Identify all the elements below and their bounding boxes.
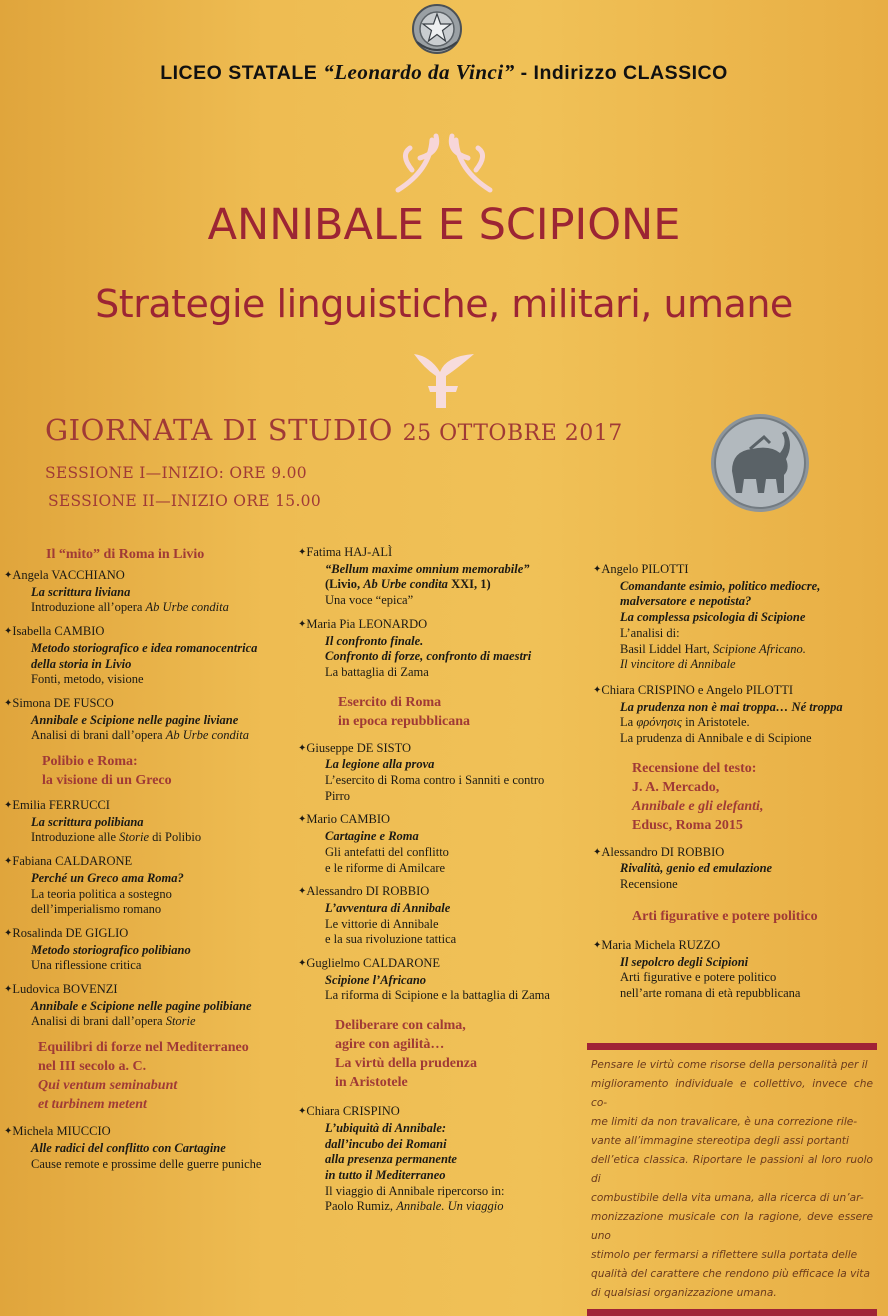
talk-description: La battaglia di Zama xyxy=(325,664,429,679)
section-heading: agire con agilità… xyxy=(335,1037,445,1053)
fleur-ornament-icon xyxy=(0,352,888,412)
talk-title: Comandante esimio, politico mediocre, xyxy=(620,578,821,593)
talk-title: Metodo storiografico e idea romanocentrica xyxy=(31,640,258,655)
section-heading: Il “mito” di Roma in Livio xyxy=(46,547,205,562)
talk-description: Gli antefatti del conflitto xyxy=(325,844,449,859)
section-heading: nel III secolo a. C. xyxy=(38,1059,147,1075)
talk-description: nell’arte romana di età repubblicana xyxy=(620,985,801,1000)
talk-title: La prudenza non è mai troppa… Né troppa xyxy=(620,699,843,714)
talk-description: Arti figurative e potere politico xyxy=(620,970,777,985)
talk-title: La legione alla prova xyxy=(325,757,435,772)
talk-title: Confronto di forze, confronto di maestri xyxy=(325,649,532,664)
quote-top-bar xyxy=(587,1043,877,1050)
talk-description: Pirro xyxy=(325,788,350,803)
talk-description: dell’imperialismo romano xyxy=(31,902,162,917)
talk-description: L’esercito di Roma contro i Sanniti e contro xyxy=(325,773,545,788)
talk-description: Le vittorie di Annibale xyxy=(325,916,439,931)
section-heading: Qui ventum seminabunt xyxy=(38,1078,178,1094)
speaker-name: ✦ Fatima HAJ-ALÌ xyxy=(298,545,583,562)
section-heading: Edusc, Roma 2015 xyxy=(632,817,743,833)
talk-title: malversatore e nepotista? xyxy=(620,594,752,609)
section-heading: Deliberare con calma, xyxy=(335,1018,466,1034)
speaker-name: ✦ Emilia FERRUCCI xyxy=(4,798,294,815)
talk-title: dall’incubo dei Romani xyxy=(325,1136,447,1151)
talk-title: Scipione l’Africano xyxy=(325,972,427,987)
section-heading: Polibio e Roma: xyxy=(42,754,138,770)
speaker-name: ✦ Maria Pia LEONARDO xyxy=(298,617,583,634)
speaker-name: ✦ Alessandro DI ROBBIO xyxy=(298,884,583,901)
section-heading: et turbinem metent xyxy=(38,1097,147,1113)
section-heading: Equilibri di forze nel Mediterraneo xyxy=(38,1040,249,1056)
program-column-1 xyxy=(4,545,294,1172)
talk-title: “Bellum maxime omnium memorabile” xyxy=(325,561,530,576)
talk-description: Introduzione alle Storie di Polibio xyxy=(31,830,202,845)
talk-title: Metodo storiografico polibiano xyxy=(31,942,191,957)
talk-title: Il sepolcro degli Scipioni xyxy=(620,954,749,969)
talk-description: La φρόνησις in Aristotele. xyxy=(620,715,750,730)
speaker-name: ✦ Mario CAMBIO xyxy=(298,812,583,829)
talk-description: Il vincitore di Annibale xyxy=(620,657,736,672)
program-column-3 xyxy=(593,562,883,1002)
speaker-name: ✦ Ludovica BOVENZI xyxy=(4,982,294,999)
speaker-name: ✦ Fabiana CALDARONE xyxy=(4,854,294,871)
speaker-name: ✦ Angela VACCHIANO xyxy=(4,568,294,585)
speaker-name: ✦ Rosalinda DE GIGLIO xyxy=(4,926,294,943)
program-column-2 xyxy=(298,545,583,1215)
talk-description: e le riforme di Amilcare xyxy=(325,860,446,875)
quote-bottom-bar xyxy=(587,1309,877,1316)
session-1: SESSIONE I—INIZIO: ORE 9.00 xyxy=(45,464,307,482)
talk-citation: (Livio, Ab Urbe condita XXI, 1) xyxy=(325,577,491,592)
speaker-name: ✦ Chiara CRISPINO e Angelo PILOTTI xyxy=(593,683,883,700)
section-heading: Annibale e gli elefanti, xyxy=(632,798,764,814)
floral-ornament-icon xyxy=(0,130,888,194)
speaker-name: ✦ Guglielmo CALDARONE xyxy=(298,956,583,973)
talk-description: Il viaggio di Annibale ripercorso in: xyxy=(325,1183,505,1198)
section-heading: la visione di un Greco xyxy=(42,773,172,789)
speaker-name: ✦ Michela MIUCCIO xyxy=(4,1124,294,1141)
section-heading: Recensione del testo: xyxy=(632,760,757,776)
talk-description: Introduzione all’opera Ab Urbe condita xyxy=(31,600,229,615)
subtitle: Strategie linguistiche, militari, umane xyxy=(95,282,793,326)
republic-emblem-icon xyxy=(411,2,463,56)
section-heading: in epoca repubblicana xyxy=(338,713,470,729)
talk-title: Cartagine e Roma xyxy=(325,829,419,844)
speaker-name: ✦ Maria Michela RUZZO xyxy=(593,938,883,955)
talk-title: Rivalità, genio ed emulazione xyxy=(620,861,773,876)
talk-title: della storia in Livio xyxy=(31,656,132,671)
talk-title: La scrittura liviana xyxy=(31,584,131,599)
talk-title: Il confronto finale. xyxy=(325,633,424,648)
talk-description: e la sua rivoluzione tattica xyxy=(325,932,457,947)
school-name: LICEO STATALE “Leonardo da Vinci” - Indirizzo CLASSICO xyxy=(160,60,728,84)
talk-description: Recensione xyxy=(620,877,678,892)
speaker-name: ✦ Angelo PILOTTI xyxy=(593,562,883,579)
talk-title: in tutto il Mediterraneo xyxy=(325,1167,446,1182)
talk-title: L’avventura di Annibale xyxy=(325,900,451,915)
talk-description: Analisi di brani dall’opera Ab Urbe condita xyxy=(31,728,250,743)
talk-description: Analisi di brani dall’opera Storie xyxy=(31,1014,196,1029)
talk-title: alla presenza permanente xyxy=(325,1152,457,1167)
speaker-name: ✦ Isabella CAMBIO xyxy=(4,624,294,641)
speaker-name: ✦ Chiara CRISPINO xyxy=(298,1104,583,1121)
speaker-name: ✦ Alessandro DI ROBBIO xyxy=(593,845,883,862)
talk-title: La scrittura polibiana xyxy=(31,814,144,829)
talk-description: Cause remote e prossime delle guerre puniche xyxy=(31,1156,262,1171)
talk-description: Una riflessione critica xyxy=(31,958,142,973)
talk-description: La prudenza di Annibale e di Scipione xyxy=(620,731,812,746)
talk-description: La teoria politica a sostegno xyxy=(31,886,172,901)
talk-description: Paolo Rumiz, Annibale. Un viaggio xyxy=(325,1199,504,1214)
talk-title: Annibale e Scipione nelle pagine polibiane xyxy=(31,998,252,1013)
session-2: SESSIONE II—INIZIO ORE 15.00 xyxy=(48,492,322,510)
talk-title: Annibale e Scipione nelle pagine liviane xyxy=(31,712,239,727)
talk-title: L’ubiquità di Annibale: xyxy=(325,1120,447,1135)
speaker-name: ✦ Giuseppe DE SISTO xyxy=(298,741,583,758)
quote-text: Pensare le virtù come risorse della personalità per il miglioramento individuale e collettivo, invece che co- me limiti da non travalicare, è una correzione rile- vante all’immagine stereotipa degli assi portanti dell’etica classica. Riportare le passioni al loro ruolo di combustibile della vita umana, alla ricerca di un’ar- monizzazione musicale con la ragione, deve essere uno stimolo per fermarsi a riflettere sulla portata delle qualità del carattere che rendono più efficace la vita di qualsiasi organizzazione umana. xyxy=(591,1059,873,1299)
carthaginian-coin-elephant-icon xyxy=(710,413,810,513)
section-heading: in Aristotele xyxy=(335,1075,408,1091)
section-heading: Arti figurative e potere politico xyxy=(632,908,818,924)
talk-title: Alle radici del conflitto con Cartagine xyxy=(31,1140,226,1155)
talk-description: La riforma di Scipione e la battaglia di Zama xyxy=(325,988,550,1003)
quote-box xyxy=(587,1043,877,1316)
talk-description: Basil Liddel Hart, Scipione Africano. xyxy=(620,641,806,656)
talk-description: Fonti, metodo, visione xyxy=(31,672,144,687)
section-heading: Esercito di Roma xyxy=(338,694,442,710)
main-title: ANNIBALE E SCIPIONE xyxy=(207,200,681,250)
speaker-name: ✦ Simona DE FUSCO xyxy=(4,696,294,713)
section-heading: La virtù della prudenza xyxy=(335,1056,477,1072)
talk-description: Una voce “epica” xyxy=(325,593,414,608)
section-heading: J. A. Mercado, xyxy=(632,779,720,795)
event-heading: GIORNATA DI STUDIO 25 OTTOBRE 2017 xyxy=(45,413,623,447)
talk-description: L’analisi di: xyxy=(620,625,680,640)
talk-title: La complessa psicologia di Scipione xyxy=(620,610,806,625)
talk-title: Perché un Greco ama Roma? xyxy=(31,870,184,885)
